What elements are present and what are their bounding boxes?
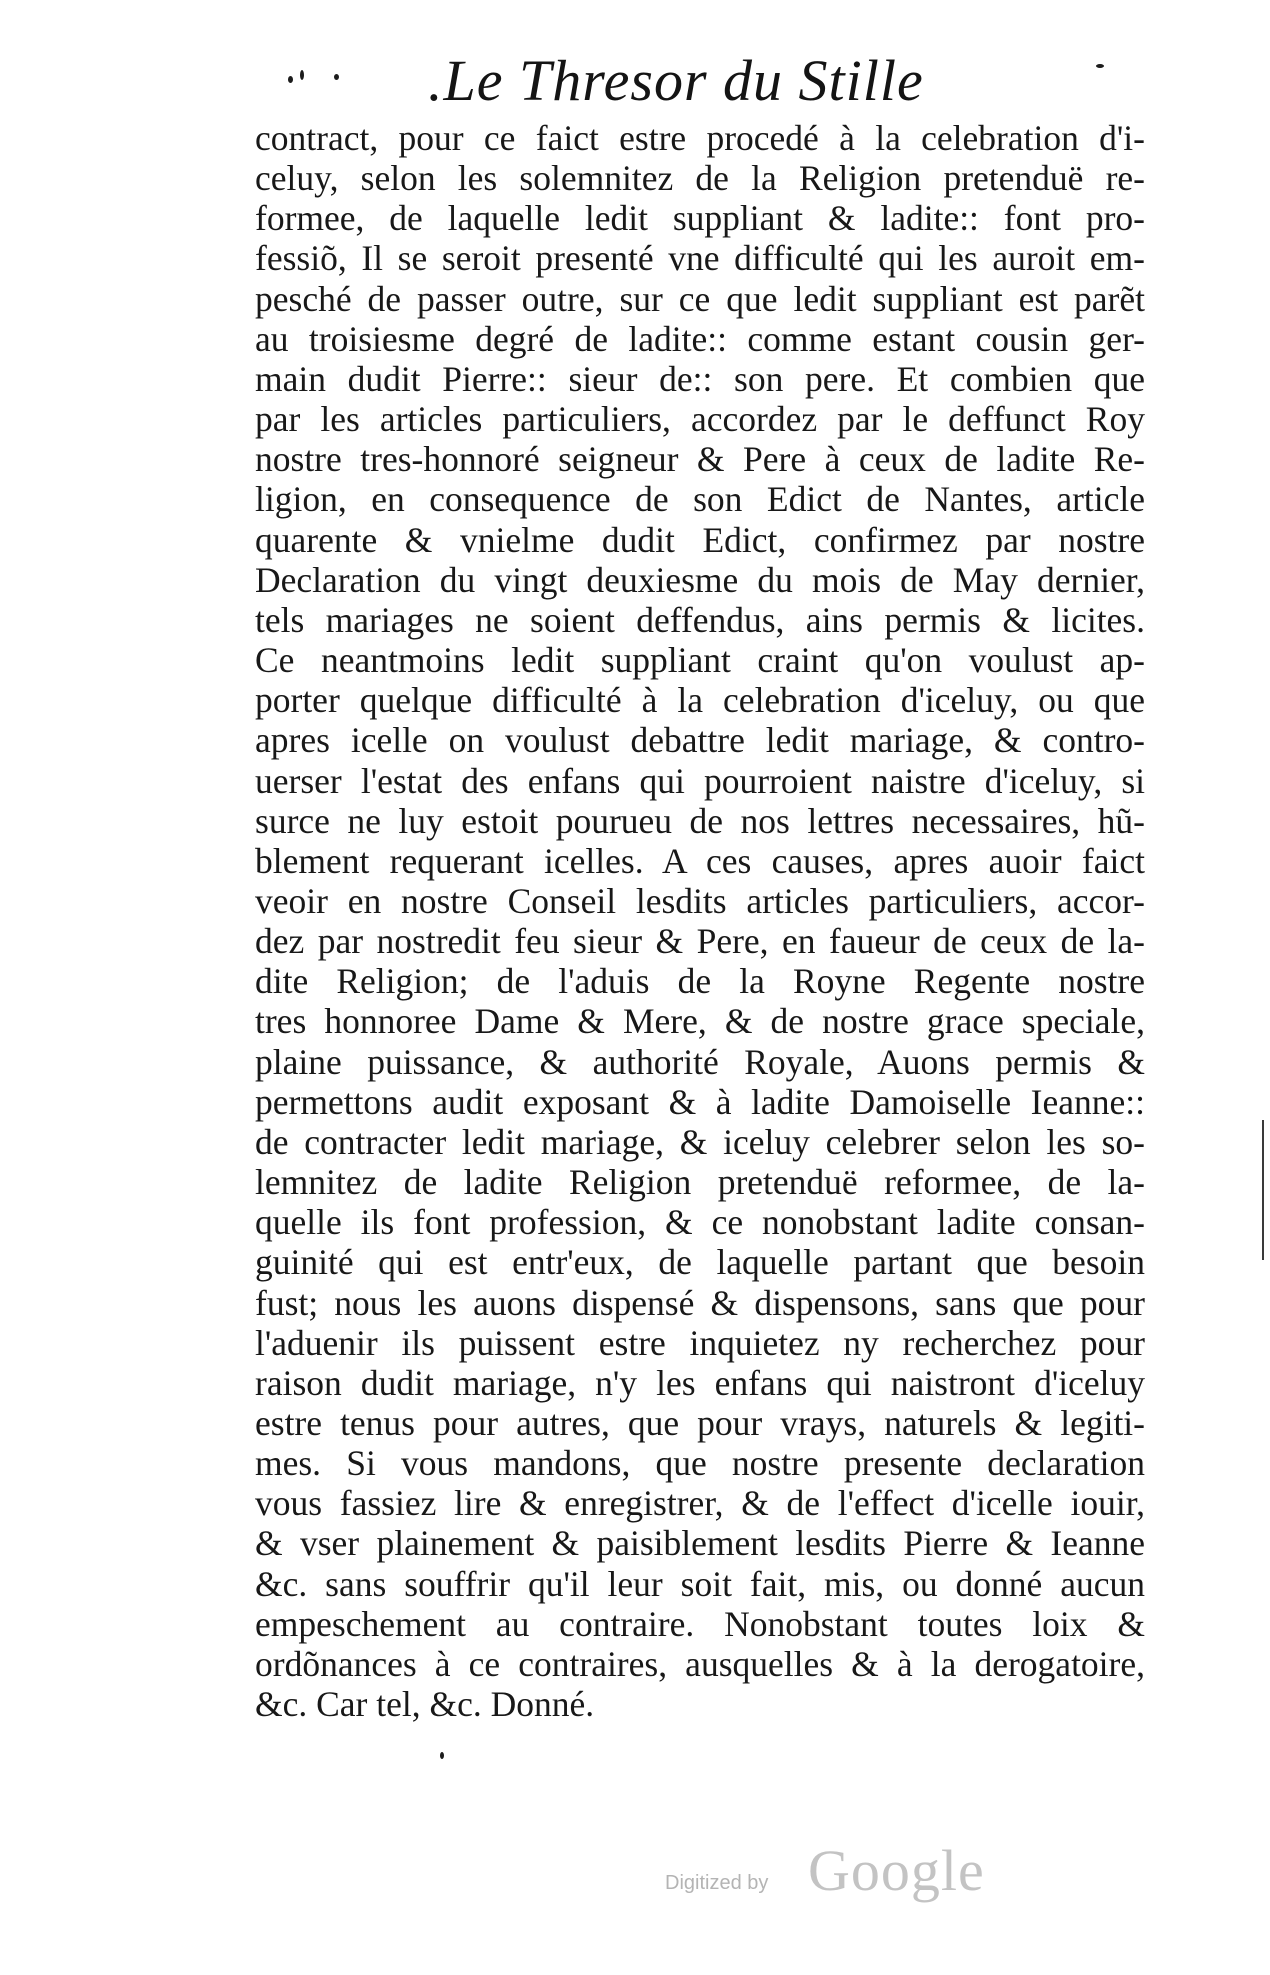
text-line: uerser l'estat des enfans qui pourroient naistre d'iceluy, si [255, 760, 1145, 801]
text-line: estre tenus pour autres, que pour vrays, naturels & legiti- [255, 1403, 1145, 1443]
text-line: celuy, selon les solemnitez de la Religion pretenduë re- [255, 158, 1145, 199]
text-line: au troisiesme degré de ladite:: comme estant cousin ger- [255, 318, 1145, 359]
text-line: quelle ils font profession, & ce nonobstant ladite consan- [255, 1202, 1145, 1243]
text-line: plaine puissance, & authorité Royale, Auons permis & [255, 1041, 1145, 1082]
watermark-prefix: Digitized by [665, 1872, 769, 1894]
text-line: porter quelque difficulté à la celebration d'iceluy, ou que [255, 680, 1145, 721]
text-line: tels mariages ne soient deffendus, ains permis & licites. [255, 599, 1145, 640]
text-line: guinité qui est entr'eux, de laquelle partant que besoin [255, 1242, 1145, 1283]
text-line: &c. Car tel, &c. Donné. [255, 1684, 595, 1725]
text-line: &c. sans souffrir qu'il leur soit fait, mis, ou donné aucun [255, 1563, 1145, 1604]
text-line: l'aduenir ils puissent estre inquietez ny recherchez pour [255, 1322, 1145, 1363]
text-line: veoir en nostre Conseil lesdits articles particuliers, accor- [255, 880, 1145, 921]
text-line: surce ne luy estoit pourueu de nos lettres necessaires, hũ- [255, 800, 1145, 841]
ink-speck [1096, 64, 1104, 68]
text-line: quarente & vnielme dudit Edict, confirmez par nostre [255, 519, 1145, 560]
text-line: ordõnances à ce contraires, ausquelles & à la derogatoire, [255, 1643, 1145, 1684]
text-line: dite Religion; de l'aduis de la Royne Regente nostre [255, 961, 1145, 1002]
text-line: raison dudit mariage, n'y les enfans qui naistront d'iceluy [255, 1362, 1145, 1403]
text-line: empeschement au contraire. Nonobstant toutes loix & [255, 1603, 1145, 1644]
text-line: Declaration du vingt deuxiesme du mois de May dernier, [255, 559, 1145, 600]
text-line: nostre tres-honnoré seigneur & Pere à ceux de ladite Re- [255, 439, 1145, 480]
text-line: par les articles particuliers, accordez par le deffunct Roy [255, 399, 1145, 440]
text-line: fessiõ, Il se seroit presenté vne difficulté qui les auroit em- [255, 238, 1145, 279]
ink-speck [288, 76, 293, 83]
text-line: vous fassiez lire & enregistrer, & de l'effect d'icelle iouir, [255, 1483, 1145, 1524]
digitized-watermark [665, 1838, 1005, 1908]
text-line: formee, de laquelle ledit suppliant & ladite:: font pro- [255, 198, 1145, 239]
text-line: lemnitez de ladite Religion pretenduë reformee, de la- [255, 1162, 1145, 1203]
text-line: fust; nous les auons dispensé & dispensons, sans que pour [255, 1282, 1145, 1323]
text-line: blement requerant icelles. A ces causes, apres auoir faict [255, 840, 1145, 881]
body-text [255, 118, 1145, 1724]
google-logo: Google [808, 1838, 985, 1903]
text-line: tres honnoree Dame & Mere, & de nostre grace speciale, [255, 1001, 1145, 1042]
text-line: Ce neantmoins ledit suppliant craint qu'on voulust ap- [255, 640, 1145, 681]
text-line: mes. Si vous mandons, que nostre presente declaration [255, 1443, 1145, 1484]
ink-speck [334, 74, 339, 80]
running-head-title: .Le Thresor du Stille [428, 48, 924, 113]
text-line: de contracter ledit mariage, & iceluy celebrer selon les so- [255, 1121, 1145, 1162]
text-line: pesché de passer outre, sur ce que ledit suppliant est parẽt [255, 278, 1145, 319]
running-head [0, 40, 1270, 120]
page-edge-shadow [1262, 1120, 1264, 1260]
text-line: main dudit Pierre:: sieur de:: son pere. Et combien que [255, 358, 1145, 399]
text-line: & vser plainement & paisiblement lesdits Pierre & Ieanne [255, 1523, 1145, 1564]
text-line: ligion, en consequence de son Edict de Nantes, article [255, 479, 1145, 520]
text-line: dez par nostredit feu sieur & Pere, en faueur de ceux de la- [255, 921, 1145, 962]
text-line: permettons audit exposant & à ladite Damoiselle Ieanne:: [255, 1081, 1145, 1122]
ink-speck [440, 1752, 444, 1759]
ink-speck [300, 70, 304, 80]
text-line: apres icelle on voulust debattre ledit mariage, & contro- [255, 720, 1145, 761]
text-line: contract, pour ce faict estre procedé à la celebration d'i- [255, 118, 1145, 158]
